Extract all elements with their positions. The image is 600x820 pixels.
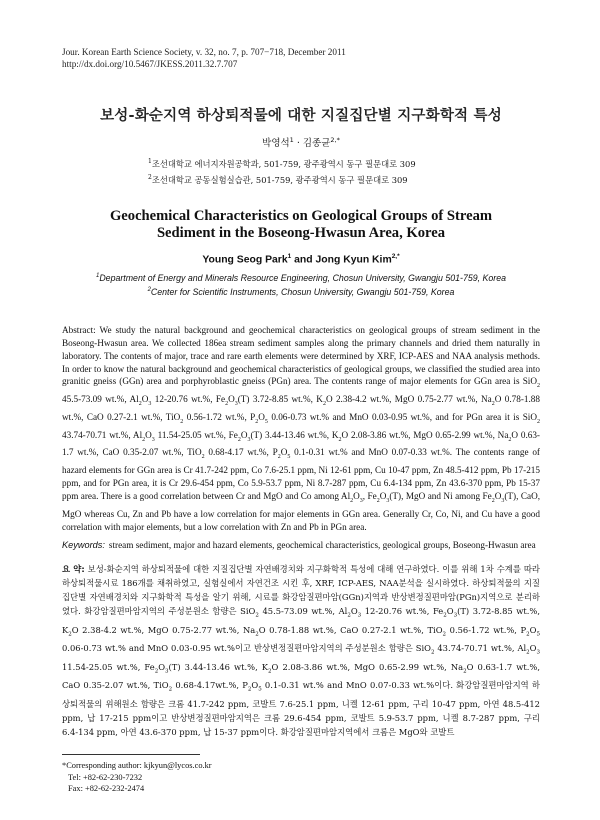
subscript: 2 <box>526 649 530 656</box>
english-title <box>62 208 540 242</box>
english-affiliation-1 <box>62 270 540 284</box>
korean-abstract-text: 12-20.76 wt.%, Fe <box>361 606 444 617</box>
subscript: 2 <box>255 418 259 425</box>
subscript: 2 <box>443 612 447 619</box>
korean-affiliations <box>62 155 540 187</box>
subscript: 2 <box>347 612 351 619</box>
corresponding-author[interactable]: *Corresponding author: kjkyun@lycos.co.kr <box>62 761 212 770</box>
korean-abstract: 요 약: 보성-화순지역 하상퇴적물에 대한 지질집단별 자연배경치와 지구화학적 특성에 대해 연구하였다. 이를 위해 1차 수계를 따라 하상퇴적물시료 186개를 채취하였고, 실험실에서 자연건조 시킨 후, XRF, ICP-AES, NAA분석을 실시하였다. 하상퇴적물의 지질집단별 자연배경치와 지구화학적 특성을 알기 위해, 시료를 화강암질편마암(GGn)지역과 반상변정질편마암(PGn)지역으로 분리하였다. 화강암질편마암지역의 주성분원소 함량은 SiO$_2$ 45.5-73.09 wt.%, $Al_2O_3$ 12-20.76 wt.%, $Fe_2O_3(T)$ 3.72-8.85 wt.%, $K_2O$ 2.38-4.2 wt.%, MgO 0.75-2.77 wt.%, $Na_2O$ 0.78-1.88 wt.%, CaO 0.27-2.1 wt.%, TiO$_2$ 0.56-1.72 wt.%, $P_2O_5$ 0.06-0.73 wt.% and MnO 0.03-0.95 wt.%이고 반상변정질편마암지역의 주성분원소 함량은 SiO$_2$ 43.74-70.71 wt.%, $Al_2O_3$ 11.54-25.05 wt.%, $Fe_2O_3(T)$ 3.44-13.46 wt.%, $K_2O$ 2.08-3.86 wt.%, MgO 0.65-2.99 wt.%, $Na_2O$ 0.63-1.7 wt.%, CaO 0.35-2.07 wt.%, TiO$_2$ 0.68-4.17wt.%, $P_2O_5$ 0.1-0.31 wt.% and MnO 0.07-0.33 wt.%이다. 화강암질편마암지역 하상퇴적물의 위해원소 함량은 크롬 41.7-242 ppm, 코발트 7.6-25.1 ppm, 니켈 12-61 ppm, 구리 10-47 ppm, 아연 48.5-412 ppm, 납 17-215 ppm이고 반상변정질편마암지역은 크롬 29.6-454 ppm, 코발트 5.9-53.7 ppm, 니켈 8.7-287 ppm, 구리 6.4-134 ppm, 아연 43.6-370 ppm, 납 15-37 ppm이다. 화강암질편마암지역에서 크롬은 MgO와 코발트 <box>62 564 541 737</box>
journal-citation: Jour. Korean Earth Science Society, v. 32, no. 7, p. 707−718, December 2011 <box>62 47 346 57</box>
abstract-text: 0.1-0.31 wt.% and MnO 0.07-0.33 wt.%. The contents range of hazard elements for GGn area is Cr 41.7-242 ppm, Co 7.6-25.1 ppm, Ni 12-61 ppm, Cu 10-47 ppm, Zn 48.5-412 ppm, Pb 17-215 ppm, and for PGn area, it is Cr 29.6-454 ppm, Co 5.9-53.7 ppm, Ni 8.7-287 ppm, Cu 6.4-134 ppm, Zn 43.6-370 ppm, Pb 15-37 ppm area. There is a good correlation between Cr and MgO and Co among Al <box>62 447 540 501</box>
subscript: 2 <box>322 401 326 408</box>
korean-affiliation-1-sup: 1 <box>148 158 152 165</box>
korean-author-2: 김종균 <box>302 138 331 149</box>
author-and: and <box>291 254 316 265</box>
subscript: 3 <box>501 497 505 504</box>
subscript: 2 <box>376 497 380 504</box>
abstract-text: 45.5-73.09 wt.%, Al <box>62 394 139 405</box>
abstract-text: (T), MgO and Ni among Fe <box>389 490 492 501</box>
english-author-1-sup: 1 <box>287 252 292 260</box>
english-author-1: Young Seog Park <box>202 254 288 265</box>
subscript: 2 <box>180 418 184 425</box>
abstract-text: 0.06-0.73 wt.% and MnO 0.03-0.95 wt.%, and for PGn area it is SiO <box>267 411 537 422</box>
journal-header <box>62 46 540 70</box>
subscript: 2 <box>168 687 173 694</box>
subscript: 2 <box>138 401 142 408</box>
english-affiliation-2-text: Center for Scientific Instruments, Chosun University, Gwangju 501-759, Korea <box>150 286 455 297</box>
subscript: 3 <box>165 668 169 675</box>
english-authors <box>62 253 540 265</box>
korean-abstract-text: O 2.38-4.2 wt.%, MgO 0.75-2.77 wt.%, Na <box>71 624 256 635</box>
subscript: 2 <box>68 631 72 638</box>
subscript: 2 <box>442 631 447 638</box>
author-tel: Tel: +82-62-230-7232 <box>68 772 143 782</box>
korean-affiliation-1-text: 조선대학교 에너지자원공학과, 501-759, 광주광역시 동구 필문대로 309 <box>151 158 416 169</box>
subscript: 3 <box>359 497 363 504</box>
korean-abstract-text: O 0.63-1.7 wt.%, CaO 0.35-2.07 wt.%, TiO <box>62 661 540 691</box>
subscript: 5 <box>536 631 540 638</box>
abstract-text: 43.74-70.71 wt.%, Al <box>62 429 143 440</box>
abstract-text: (T), CaO, MgO whereas Cu, Zn and Pb have a low correlation for major elements in GGn area. Generally Cr, Co, Ni, and Cu have a good correlation with major elements, but a low correlation with Zn and Pb in PGn area. <box>62 490 541 532</box>
korean-author-2-sup: 2,* <box>330 135 340 144</box>
subscript: 3 <box>357 612 362 619</box>
keywords <box>62 539 540 552</box>
abstract-text: (T) 3.44-13.46 wt.%, K <box>250 429 339 440</box>
korean-author-1-sup: 1 <box>289 135 294 144</box>
abstract-text: 12-20.76 wt.%, Fe <box>154 394 226 405</box>
korean-abstract-text: 보성-화순지역 하상퇴적물에 대한 지질집단별 자연배경치와 지구화학적 특성에 대해 연구하였다. 이를 위해 1차 수계를 따라 하상퇴적물시료 186개를 채취하였고, 실험실에서 자연건조 시킨 후, XRF, ICP-AES, NAA분석을 실시하였다. 하상퇴적물의 지질집단별 자연배경치와 지구화학적 특성을 알기 위해, 시료를 화강암질편마암(GGn)지역과 반상변정질편마암(PGn)지역으로 분리하였다. 화강암질편마암지역의 주성분원소 함량은 SiO <box>62 564 540 617</box>
subscript: 2 <box>237 436 241 443</box>
subscript: 2 <box>463 668 467 675</box>
subscript: 2 <box>201 454 205 461</box>
korean-authors <box>62 135 540 149</box>
korean-author-1: 박영석 <box>262 138 290 149</box>
keywords-text: stream sediment, major and hazard elements, geochemical characteristics, geological groups, Boseong-Hwasun area <box>108 539 536 550</box>
subscript: 2 <box>277 454 281 461</box>
korean-abstract-text: 11.54-25.05 wt.%, Fe <box>62 661 155 672</box>
korean-affiliation-1 <box>148 155 540 171</box>
english-affiliation-2 <box>62 284 540 298</box>
abstract-text: Abstract: We study the natural background and geochemical characteristics on geological groups of stream sediment in the Boseong-Hwasun area. We collected 186ea stream sediment samples along the primary channels and dried them naturally in laboratory. The contents of major, trace and rare earth elements were determined by XRF, ICP-AES and NAA analysis methods. In order to know the natural background and geochemical characteristics of geological groups, we classified the studied area into granitic gneiss (GGn) area and porphyroblastic gneiss (PGn) area. The contents range of major elements for GGn area is SiO <box>62 324 540 387</box>
english-affiliation-1-sup: 1 <box>95 273 100 279</box>
subscript: 3 <box>536 649 540 656</box>
author-fax: Fax: +82-62-232-2474 <box>68 784 145 794</box>
english-affiliation-2-sup: 2 <box>147 286 151 293</box>
subscript: 2 <box>430 649 435 656</box>
korean-abstract-text: 0.1-0.31 wt.% and MnO 0.07-0.33 wt.%이다. 화강암질편마암지역 하상퇴적물의 위해원소 함량은 크롬 41.7-242 ppm, 코발트 7.6-25.1 ppm, 니켈 12-61 ppm, 구리 10-47 ppm, 아연 48.5-412 ppm, 납 17-215 ppm이고 반상변정질편마암지역은 크롬 29.6-454 ppm, 코발트 5.9-53.7 ppm, 니켈 8.7-287 ppm, 구리 6.4-134 ppm, 아연 43.6-370 ppm, 납 15-37 ppm이다. 화강암질편마암지역에서 크롬은 MgO와 코발트 <box>62 680 540 737</box>
subscript: 5 <box>287 454 291 461</box>
abstract: Abstract: We study the natural background and geochemical characteristics on geological groups of stream sediment in the Boseong-Hwasun area. We collected 186ea stream sediment samples along the primary channels and dried them naturally in laboratory. The contents of major, trace and rare earth elements were determined by XRF, ICP-AES and NAA analysis methods. In order to know the natural background and geochemical characteristics of geological groups, we classified the studied area into granitic gneiss (GGn) area and porphyroblastic gneiss (PGn) area. The contents range of major elements for GGn area is SiO$_2$ 45.5-73.09 wt.%, $Al_2O_3$ 12-20.76 wt.%, $Fe_2O_3(T)$ 3.72-8.85 wt.%, $K_2O$ 2.38-4.2 wt.%, MgO 0.75-2.77 wt.%, $Na_2O$ 0.78-1.88 wt.%, CaO 0.27-2.1 wt.%, TiO$_2$ 0.56-1.72 wt.%, $P_2O_5$ 0.06-0.73 wt.% and MnO 0.03-0.95 wt.%, and for PGn area it is SiO$_2$ 43.74-70.71 wt.%, $Al_2O_3$ 11.54-25.05 wt.%, $Fe_2O_3(T)$ 3.44-13.46 wt.%, $K_2O$ 2.08-3.86 wt.%, MgO 0.65-2.99 wt.%, $Na_2O$ 0.63-1.7 wt.%, CaO 0.35-2.07 wt.%, TiO$_2$ 0.68-4.17 wt.%, $P_2O_5$ 0.1-0.31 wt.% and MnO 0.07-0.33 wt.%. The contents range of hazard elements for GGn area is Cr 41.7-242 ppm, Co 7.6-25.1 ppm, Ni 12-61 ppm, Cu 10-47 ppm, Zn 48.5-412 ppm, Pb 17-215 ppm, and for PGn area, it is Cr 29.6-454 ppm, Co 5.9-53.7 ppm, Ni 8.7-287 ppm, Cu 6.4-134 ppm, Zn 43.6-370 ppm, Pb 15-37 ppm area. There is a good correlation between Cr and MgO and Co among $Al_2O_3$, $Fe_2O_3(T)$, MgO and Ni among $Fe_2O_3(T)$, CaO, MgO whereas Cu, Zn and Pb have a low correlation for major elements in GGn area. Generally Cr, Co, Ni, and Cu have a good correlation with major elements, but a low correlation with Zn and Pb in PGn area. <box>62 324 541 532</box>
korean-abstract-text: (T) 3.44-13.46 wt.%, K <box>168 661 269 672</box>
english-title-line-2: Sediment in the Boseong-Hwasun Area, Korea <box>156 224 446 241</box>
korean-abstract-text: 0.56-1.72 wt.%, P <box>446 624 527 635</box>
korean-abstract-label: 요 약: <box>62 564 85 575</box>
abstract-text: O 2.08-3.86 wt.%, MgO 0.65-2.99 wt.%, Na <box>341 429 509 440</box>
korean-affiliation-2 <box>148 171 540 187</box>
abstract-text: , Fe <box>362 490 377 501</box>
subscript: 2 <box>338 436 342 443</box>
abstract-text: 0.56-1.72 wt.%, P <box>183 411 256 422</box>
subscript: 2 <box>154 668 159 675</box>
subscript: 2 <box>350 497 354 504</box>
abstract-text: O 2.38-4.2 wt.%, MgO 0.75-2.77 wt.%, Na <box>325 394 492 405</box>
korean-affiliation-2-text: 조선대학교 공동실험실습관, 501-759, 광주광역시 동구 필문대로 309 <box>151 174 408 185</box>
subscript: 2 <box>526 631 530 638</box>
abstract-text: 0.68-4.17 wt.%, P <box>204 447 278 458</box>
korean-abstract-text: (T) 3.72-8.85 wt.%, K <box>62 606 541 635</box>
abstract-text: 11.54-25.05 wt.%, Fe <box>154 429 238 440</box>
subscript: 2 <box>247 687 252 694</box>
subscript: 5 <box>264 418 268 425</box>
keywords-label: Keywords: <box>62 539 105 550</box>
abstract-text: (T) 3.72-8.85 wt.%, K <box>237 394 323 405</box>
korean-title: 보성-화순지역 하상퇴적물에 대한 지질집단별 지구화학적 특성 <box>100 108 502 124</box>
korean-abstract-text: O 0.78-1.88 wt.%, CaO 0.27-2.1 wt.%, TiO <box>258 624 443 635</box>
footnote <box>62 760 212 795</box>
footnote-divider <box>62 754 200 755</box>
english-author-2: Jong Kyun Kim <box>315 254 392 265</box>
subscript: 2 <box>491 401 495 408</box>
korean-abstract-text: 0.68-4.17wt.%, P <box>172 680 248 691</box>
subscript: 2 <box>508 436 512 443</box>
korean-abstract-text: 0.06-0.73 wt.% and MnO 0.03-0.95 wt.%이고 반상변정질편마암지역의 주성분원소 함량은 SiO <box>62 643 431 654</box>
abstract-text: O 0.63-1.7 wt.%, CaO 0.35-2.07 wt.%, TiO <box>62 429 540 458</box>
english-author-2-sup: 2,* <box>391 252 400 260</box>
english-affiliations <box>62 270 540 298</box>
abstract-text: O 0.78-1.88 wt.%, CaO 0.27-2.1 wt.%, TiO <box>62 394 540 422</box>
subscript: 3 <box>453 612 458 619</box>
english-affiliation-1-text: Department of Energy and Minerals Resource Engineering, Chosun University, Gwangju 501-759, Korea <box>99 272 506 283</box>
subscript: 2 <box>491 497 495 504</box>
author-separator: · <box>293 138 303 149</box>
subscript: 2 <box>537 418 540 425</box>
subscript: 3 <box>247 436 251 443</box>
korean-abstract-text: 43.74-70.71 wt.%, Al <box>434 643 527 654</box>
subscript: 2 <box>142 436 146 443</box>
journal-doi-link[interactable]: http://dx.doi.org/10.5467/JKESS.2011.32.7.707 <box>62 59 238 69</box>
subscript: 3 <box>148 401 152 408</box>
subscript: 3 <box>386 497 390 504</box>
subscript: 2 <box>537 383 540 390</box>
korean-abstract-text: O 2.08-3.86 wt.%, MgO 0.65-2.99 wt.%, Na <box>271 661 464 672</box>
subscript: 2 <box>255 631 259 638</box>
subscript: 3 <box>151 436 155 443</box>
subscript: 2 <box>255 612 259 619</box>
subscript: 2 <box>225 401 229 408</box>
korean-affiliation-2-sup: 2 <box>148 173 152 181</box>
korean-abstract-text: 45.5-73.09 wt.%, Al <box>258 606 348 617</box>
subscript: 2 <box>268 668 272 675</box>
subscript: 3 <box>234 401 238 408</box>
subscript: 5 <box>258 687 262 694</box>
english-title-line-1: Geochemical Characteristics on Geological Groups of Stream <box>109 207 493 224</box>
